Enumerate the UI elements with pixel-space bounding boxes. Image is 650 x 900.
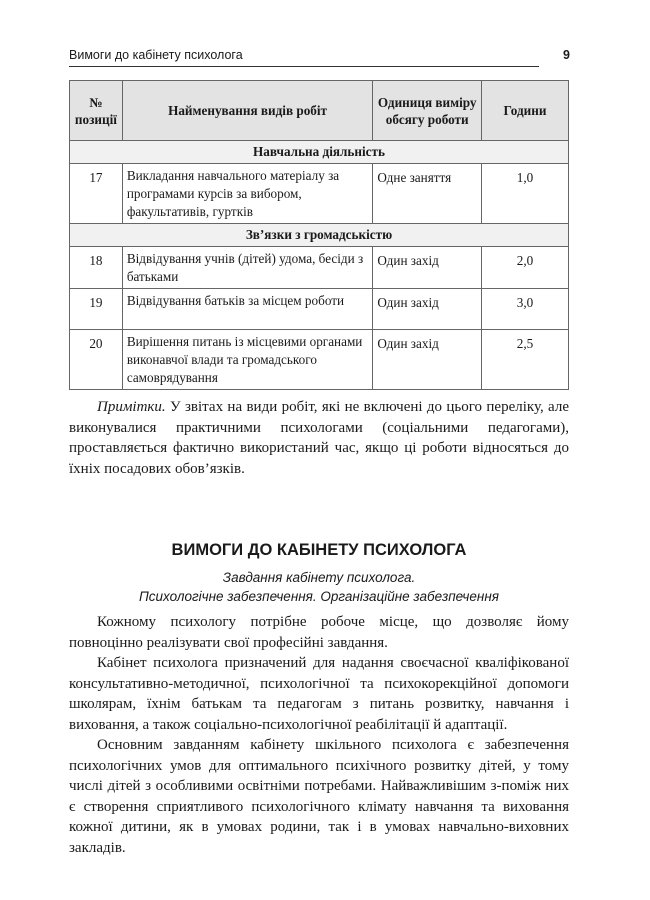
row-work-name: Відвідування учнів (дітей) удома, бесіди з батьками <box>122 247 373 289</box>
row-hours: 3,0 <box>482 289 569 330</box>
row-work-name: Викладання навчального матеріалу за програмами курсів за вибором, факультативів, гуртків <box>122 164 373 224</box>
table-row <box>70 247 569 289</box>
section-heading: ВИМОГИ ДО КАБІНЕТУ ПСИХОЛОГА <box>171 541 467 559</box>
section-subheading: Психологічне забезпечення. Організаційне забезпечення <box>138 589 499 604</box>
running-title: Вимоги до кабінету психолога <box>69 48 243 62</box>
header-unit: Одиниця виміру обсягу роботи <box>373 81 482 141</box>
header-work-name: Найменування видів робіт <box>122 81 373 141</box>
row-number: 20 <box>70 330 123 390</box>
row-work-name: Відвідування батьків за місцем роботи <box>122 289 373 330</box>
row-number: 18 <box>70 247 123 289</box>
page-number: 9 <box>563 48 570 62</box>
note-text: У звітах на види робіт, які не включені до цього переліку, але виконувалися практичними психологами (соціальними педагогами), проставляється фактично використаний час, якщо ці роботи відносяться до їхніх посадових обов’язків. <box>69 399 569 477</box>
row-hours: 2,5 <box>482 330 569 390</box>
note-label: Примітки. <box>97 399 166 415</box>
row-unit: Один захід <box>373 247 482 289</box>
section-row <box>70 141 569 164</box>
row-number: 19 <box>70 289 123 330</box>
section-title: Зв’язки з громадськістю <box>70 224 569 247</box>
row-number: 17 <box>70 164 123 224</box>
work-types-table <box>69 80 569 390</box>
row-unit: Один захід <box>373 330 482 390</box>
table-row <box>70 289 569 330</box>
header-hours: Години <box>482 81 569 141</box>
row-work-name: Вирішення питань із місцевими органами виконавчої влади та громадського самоврядування <box>122 330 373 390</box>
row-unit: Один захід <box>373 289 482 330</box>
table-header-row <box>70 81 569 141</box>
section-row <box>70 224 569 247</box>
section-subheading: Завдання кабінету психолога. <box>222 570 416 585</box>
paragraph: Основним завданням кабінету шкільного психолога є забезпечення психологічних умов для оптимального психічного розвитку дітей, у тому числі дітей з особливими освітніми потребами. Найважливішим з-поміж них є створення сприятливого психологічного клімату навчання та виховання кожної дитини, як в умовах родини, так і в умовах навчально-виховних закладів. <box>69 737 569 856</box>
running-header <box>69 46 570 66</box>
table-row <box>70 164 569 224</box>
paragraph: Кожному психологу потрібне робоче місце, що дозволяє йому повноцінно реалізувати свої професійні завдання. <box>69 614 569 651</box>
row-unit: Одне заняття <box>373 164 482 224</box>
section-body <box>69 612 569 858</box>
table-note <box>69 397 569 479</box>
row-hours: 1,0 <box>482 164 569 224</box>
paragraph: Кабінет психолога призначений для надання своєчасної кваліфікованої консультативно-методичної, психологічної та психокорекційної допомоги школярам, їхнім батькам та педагогам з питань розвитку, навчання і виховання, а також соціально-психологічної реабілітації й адаптації. <box>69 655 569 733</box>
header-position-number: № позиції <box>70 81 123 141</box>
section-title: Навчальна діяльність <box>70 141 569 164</box>
row-hours: 2,0 <box>482 247 569 289</box>
table-row <box>70 330 569 390</box>
header-rule <box>69 66 539 67</box>
